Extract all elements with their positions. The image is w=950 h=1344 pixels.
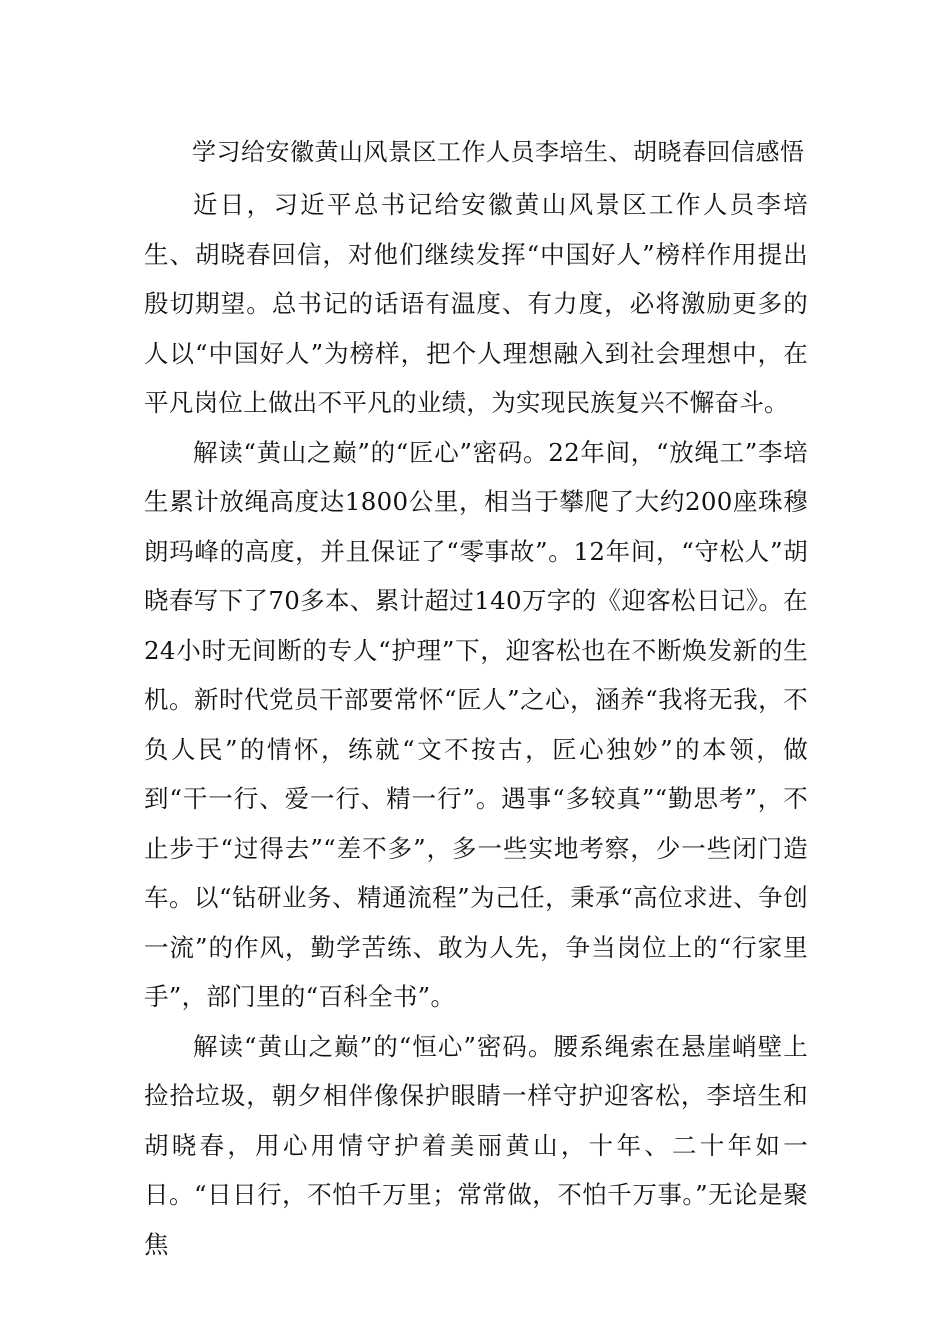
paragraph-intro: 近日，习近平总书记给安徽黄山风景区工作人员李培生、胡晓春回信，对他们继续发挥“中国好人”榜样作用提出殷切期望。总书记的话语有温度、有力度，必将激励更多的人以“中国好人”为榜样，把个人理想融入到社会理想中，在平凡岗位上做出不平凡的业绩，为实现民族复兴不懈奋斗。 (144, 190, 808, 417)
document-title: 学习给安徽黄山风景区工作人员李培生、胡晓春回信感悟 (192, 138, 805, 166)
paragraph-craftsmanship: 解读“黄山之巅”的“匠心”密码。22年间，“放绳工”李培生累计放绳高度达1800公里，相当于攀爬了大约200座珠穆朗玛峰的高度，并且保证了“零事故”。12年间，“守松人”胡晓春写下了70多本、累计超过140万字的《迎客松日记》。在24小时无间断的专人“护理”下，迎客松也在不断焕发新的生机。新时代党员干部要常怀“匠人”之心，涵养“我将无我，不负人民”的情怀，练就“文不按古，匠心独妙”的本领，做到“干一行、爱一行、精一行”。遇事“多较真”“勤思考”，不止步于“过得去”“差不多”，多一些实地考察，少一些闭门造车。以“钻研业务、精通流程”为己任，秉承“高位求进、争创一流”的作风，勤学苦练、敢为人先，争当岗位上的“行家里手”，部门里的“百科全书”。 (144, 437, 808, 1011)
paragraph-perseverance: 解读“黄山之巅”的“恒心”密码。腰系绳索在悬崖峭壁上捡拾垃圾，朝夕相伴像保护眼睛一样守护迎客松，李培生和胡晓春，用心用情守护着美丽黄山，十年、二十年如一日。“日日行，不怕千万里；常常做，不怕千万事。”无论是聚焦 (144, 1031, 808, 1259)
document-body (144, 180, 808, 1269)
